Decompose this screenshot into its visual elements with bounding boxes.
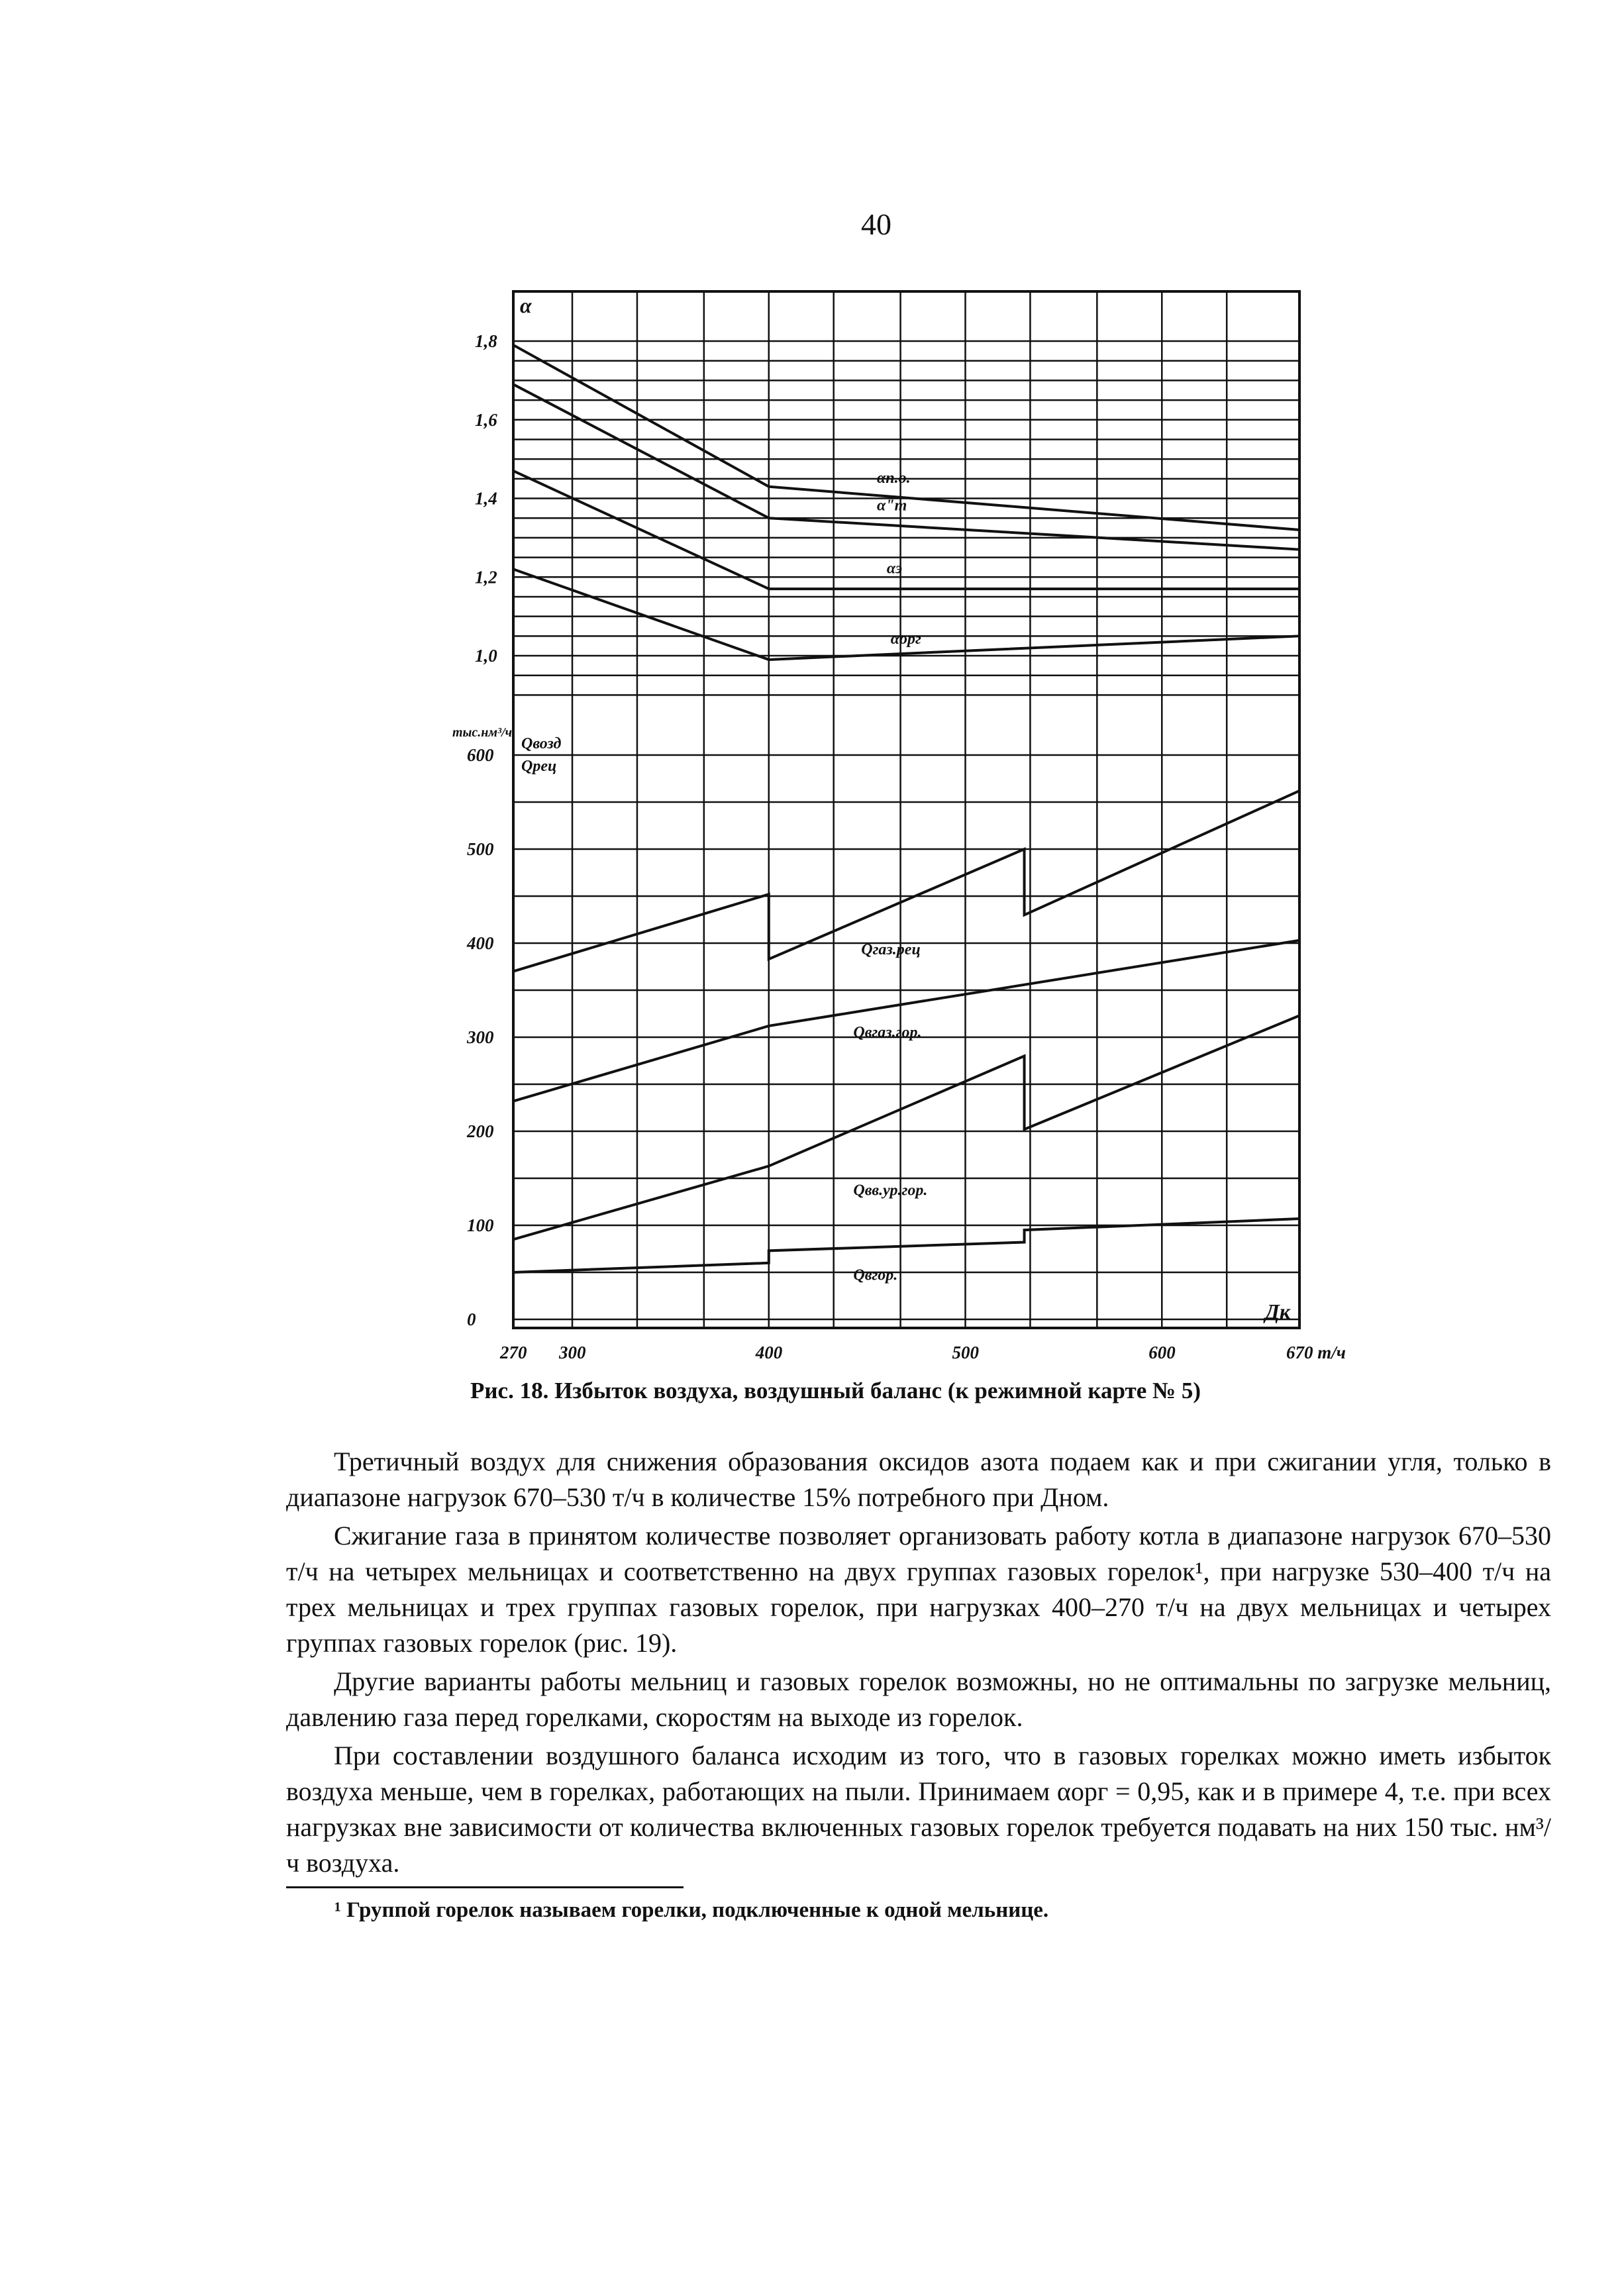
tick-labels	[452, 293, 1346, 1362]
x-tick-label: 670 т/ч	[1286, 1343, 1346, 1362]
series-line	[513, 1219, 1299, 1272]
series-line	[513, 941, 1299, 1101]
y-tick-label: 1,4	[475, 488, 497, 509]
paragraph-2: Сжигание газа в принятом количестве позволяет организовать работу котла в диапазоне нагрузок 670–530 т/ч на четырех мельницах и соответственно на двух группах газовых горелок¹, при нагрузке 530–400 т/ч на трех мельницах и трех группах газовых горелок, при нагрузках 400–270 т/ч на двух мельницах и четырех группах газовых горелок (рис. 19).	[286, 1521, 1551, 1658]
y-axis-label: Qвозд	[521, 735, 562, 752]
series-line	[513, 471, 1299, 589]
curve-label: α"т	[876, 497, 907, 515]
x-tick-label: 500	[952, 1343, 980, 1362]
curve-label: αэ	[886, 560, 903, 578]
y-axis-label: α	[520, 293, 532, 317]
x-tick-label: 600	[1148, 1343, 1176, 1362]
body-text	[286, 1444, 1551, 1884]
series-line	[513, 1015, 1299, 1239]
y-tick-label: 400	[467, 933, 494, 953]
unit-label: тыс.нм³/ч	[452, 725, 513, 740]
y-tick-label: 1,2	[475, 567, 497, 587]
y-tick-label: 600	[467, 745, 494, 765]
footnote-divider	[286, 1886, 684, 1888]
curve-label: αорг	[890, 631, 921, 648]
y-tick-label: 1,8	[475, 331, 497, 351]
x-tick-label: 300	[559, 1343, 586, 1362]
y-tick-label: 0	[467, 1309, 476, 1329]
y-tick-label: 300	[467, 1027, 494, 1047]
paragraph-3: Другие варианты работы мельниц и газовых горелок возможны, но не оптимальны по загрузке мельниц, давлению газа перед горелками, скоростям на выходе из горелок.	[286, 1666, 1551, 1732]
y-tick-label: 1,0	[475, 646, 497, 666]
curve-labels	[853, 470, 927, 1284]
curve-label: αп.о.	[876, 469, 911, 487]
paragraph-1: Третичный воздух для снижения образования оксидов азота подаем как и при сжигании угля, только в диапазоне нагрузок 670–530 т/ч в количестве 15% потребного при Дном.	[286, 1447, 1551, 1512]
y-axis-label: Qрец	[521, 758, 557, 775]
curve-label: Qвгор.	[853, 1266, 898, 1284]
y-tick-label: 100	[467, 1215, 494, 1235]
figure-caption: Рис. 18. Избыток воздуха, воздушный баланс (к режимной карте № 5)	[470, 1378, 1201, 1403]
y-tick-label: 1,6	[475, 409, 497, 430]
curve-label: Qвв.ур.гор.	[853, 1182, 928, 1199]
footnote: ¹ Группой горелок называем горелки, подключенные к одной мельнице.	[334, 1898, 1049, 1922]
x-tick-label: 270	[500, 1343, 527, 1362]
curve-label: Qвгаз.гор.	[853, 1024, 922, 1041]
y-tick-label: 500	[467, 839, 494, 859]
y-tick-label: 200	[467, 1121, 494, 1141]
curve-label: Qгаз.рец	[861, 941, 921, 959]
page-number: 40	[861, 207, 891, 241]
x-tick-label: 400	[755, 1343, 783, 1362]
paragraph-4: При составлении воздушного баланса исходим из того, что в газовых горелках можно иметь избыток воздуха меньше, чем в горелках, работающих на пыли. Принимаем αорг = 0,95, как и в примере 4, т.е. при всех нагрузках вне зависимости от количества включенных газовых горелок требуется подавать на них 150 тыс. нм³/ч воздуха.	[286, 1741, 1551, 1878]
x-axis-label: Дк	[1265, 1299, 1291, 1323]
